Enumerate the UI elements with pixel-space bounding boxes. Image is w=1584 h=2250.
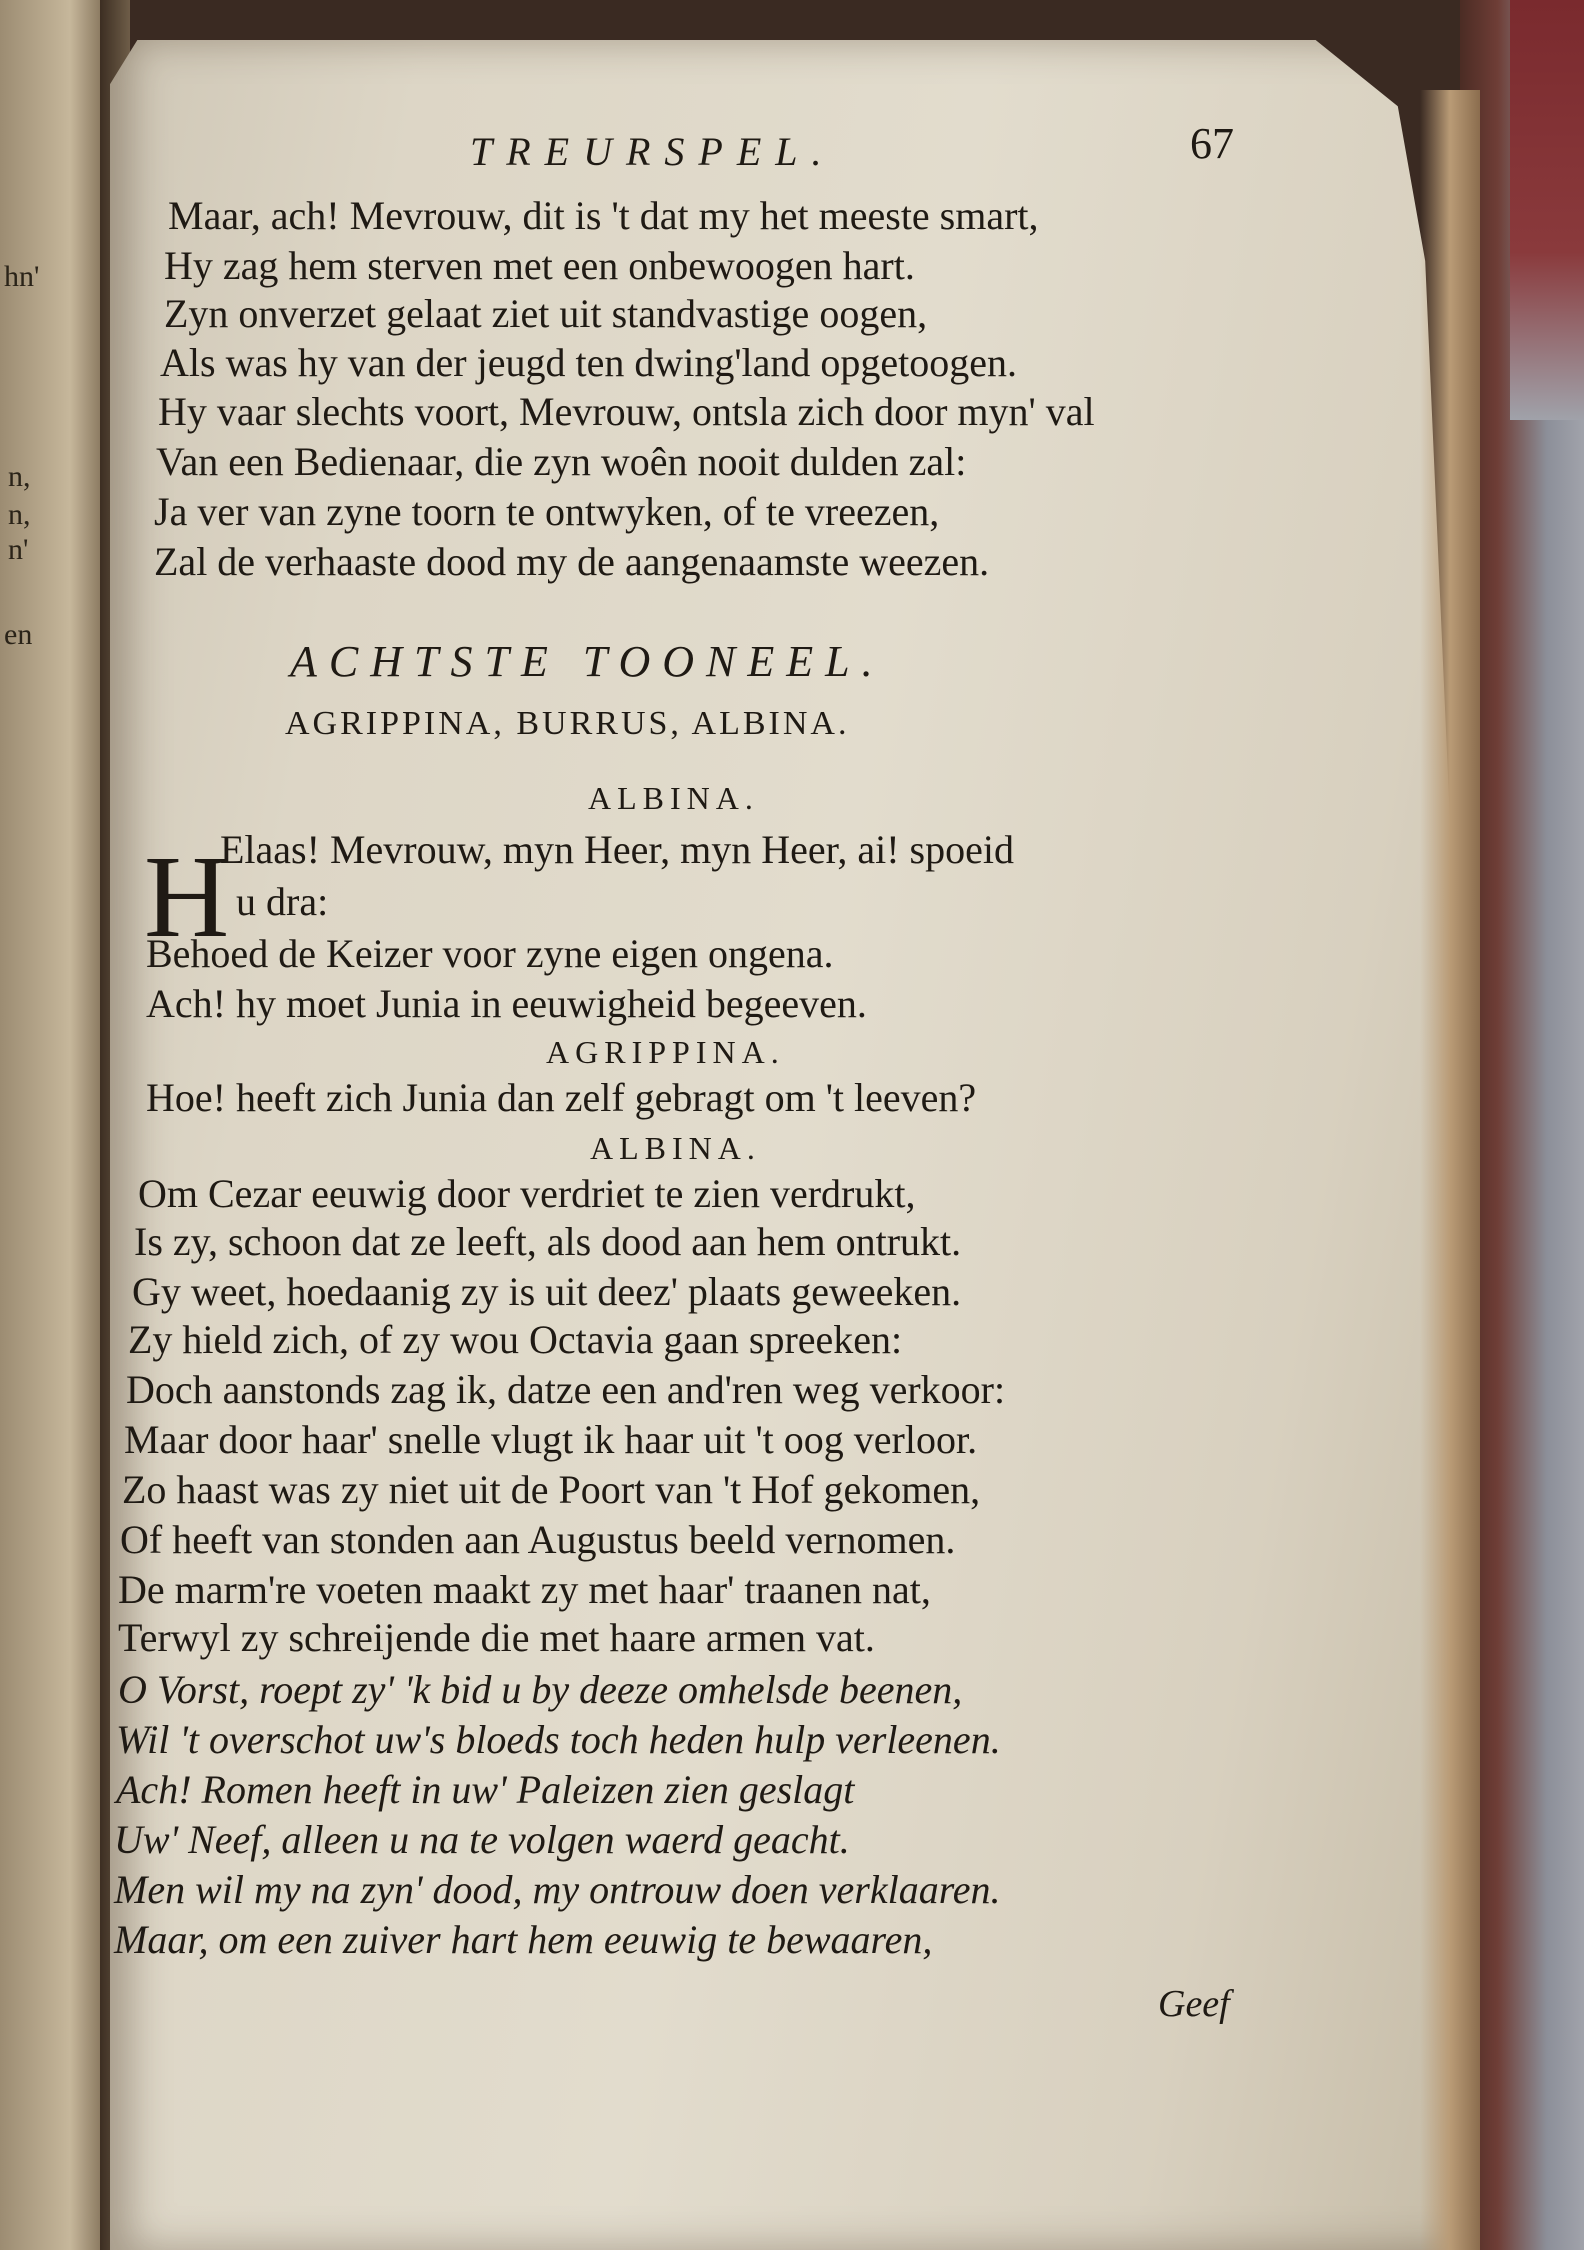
page-number: 67 — [1190, 119, 1234, 168]
verse-line: Is zy, schoon dat ze leeft, als dood aan hem ontrukt. — [134, 1219, 962, 1264]
scene-persons: AGRIPPINA, BURRUS, ALBINA. — [285, 705, 850, 742]
verse-line: Behoed de Keizer voor zyne eigen ongena. — [146, 931, 834, 976]
verse-line: Hoe! heeft zich Junia dan zelf gebragt om 't leeven? — [146, 1075, 977, 1120]
facing-page-fragment: n, — [8, 460, 31, 493]
verse-line: Als was hy van der jeugd ten dwing'land opgetoogen. — [160, 340, 1018, 385]
italic-verse-line: Men wil my na zyn' dood, my ontrouw doen verklaaren. — [114, 1867, 1001, 1912]
verse-line: u dra: — [236, 879, 329, 924]
verse-line: Hy vaar slechts voort, Mevrouw, ontsla zich door myn' val — [158, 389, 1095, 434]
verse-line: Ja ver van zyne toorn te ontwyken, of te vreezen, — [154, 489, 940, 534]
verse-line: Zo haast was zy niet uit de Poort van 't Hof gekomen, — [122, 1467, 981, 1512]
facing-page-fragment: n' — [8, 533, 29, 566]
verse-line: Hy zag hem sterven met een onbewoogen hart. — [164, 243, 915, 288]
verse-line: Zal de verhaaste dood my de aangenaamste weezen. — [154, 539, 990, 584]
verse-line: Of heeft van stonden aan Augustus beeld vernomen. — [120, 1517, 956, 1562]
verse-line: Van een Bedienaar, die zyn woên nooit dulden zal: — [156, 439, 967, 484]
verse-line: Ach! hy moet Junia in eeuwigheid begeeven. — [146, 981, 867, 1026]
verse-line: De marm're voeten maakt zy met haar' traanen nat, — [118, 1567, 931, 1612]
facing-page-fragment: n, — [8, 498, 31, 531]
speaker-name: AGRIPPINA. — [546, 1034, 785, 1070]
verse-line: Terwyl zy schreijende die met haare armen vat. — [118, 1615, 875, 1660]
facing-page-fragment: en — [4, 618, 33, 651]
verse-line: Maar, ach! Mevrouw, dit is 't dat my het meeste smart, — [168, 193, 1039, 238]
italic-verse-line: O Vorst, roept zy' 'k bid u by deeze omhelsde beenen, — [118, 1667, 963, 1712]
drop-cap: H — [144, 831, 230, 962]
catchword: Geef — [1158, 1983, 1230, 2025]
italic-verse-line: Maar, om een zuiver hart hem eeuwig te bewaaren, — [114, 1917, 933, 1962]
running-head: TREURSPEL. — [470, 129, 836, 174]
speaker-name: ALBINA. — [590, 1130, 761, 1166]
verse-line: Om Cezar eeuwig door verdriet te zien verdrukt, — [138, 1171, 916, 1216]
verse-line: Zyn onverzet gelaat ziet uit standvastige oogen, — [164, 291, 928, 336]
italic-verse-line: Wil 't overschot uw's bloeds toch heden hulp verleenen. — [116, 1717, 1001, 1762]
italic-verse-line: Uw' Neef, alleen u na te volgen waerd geacht. — [114, 1817, 850, 1862]
verse-line: Elaas! Mevrouw, myn Heer, myn Heer, ai! spoeid — [220, 827, 1014, 872]
verse-line: Gy weet, hoedaanig zy is uit deez' plaats geweeken. — [132, 1269, 962, 1314]
verse-line: Doch aanstonds zag ik, datze een and'ren weg verkoor: — [126, 1367, 1006, 1412]
italic-verse-line: Ach! Romen heeft in uw' Paleizen zien geslagt — [116, 1767, 855, 1812]
scene-title: ACHTSTE TOONEEL. — [290, 637, 885, 686]
verse-line: Zy hield zich, of zy wou Octavia gaan spreeken: — [128, 1317, 903, 1362]
verse-line: Maar door haar' snelle vlugt ik haar uit 't oog verloor. — [124, 1417, 978, 1462]
speaker-name: ALBINA. — [588, 780, 759, 816]
facing-page-fragment: hn' — [4, 260, 40, 293]
